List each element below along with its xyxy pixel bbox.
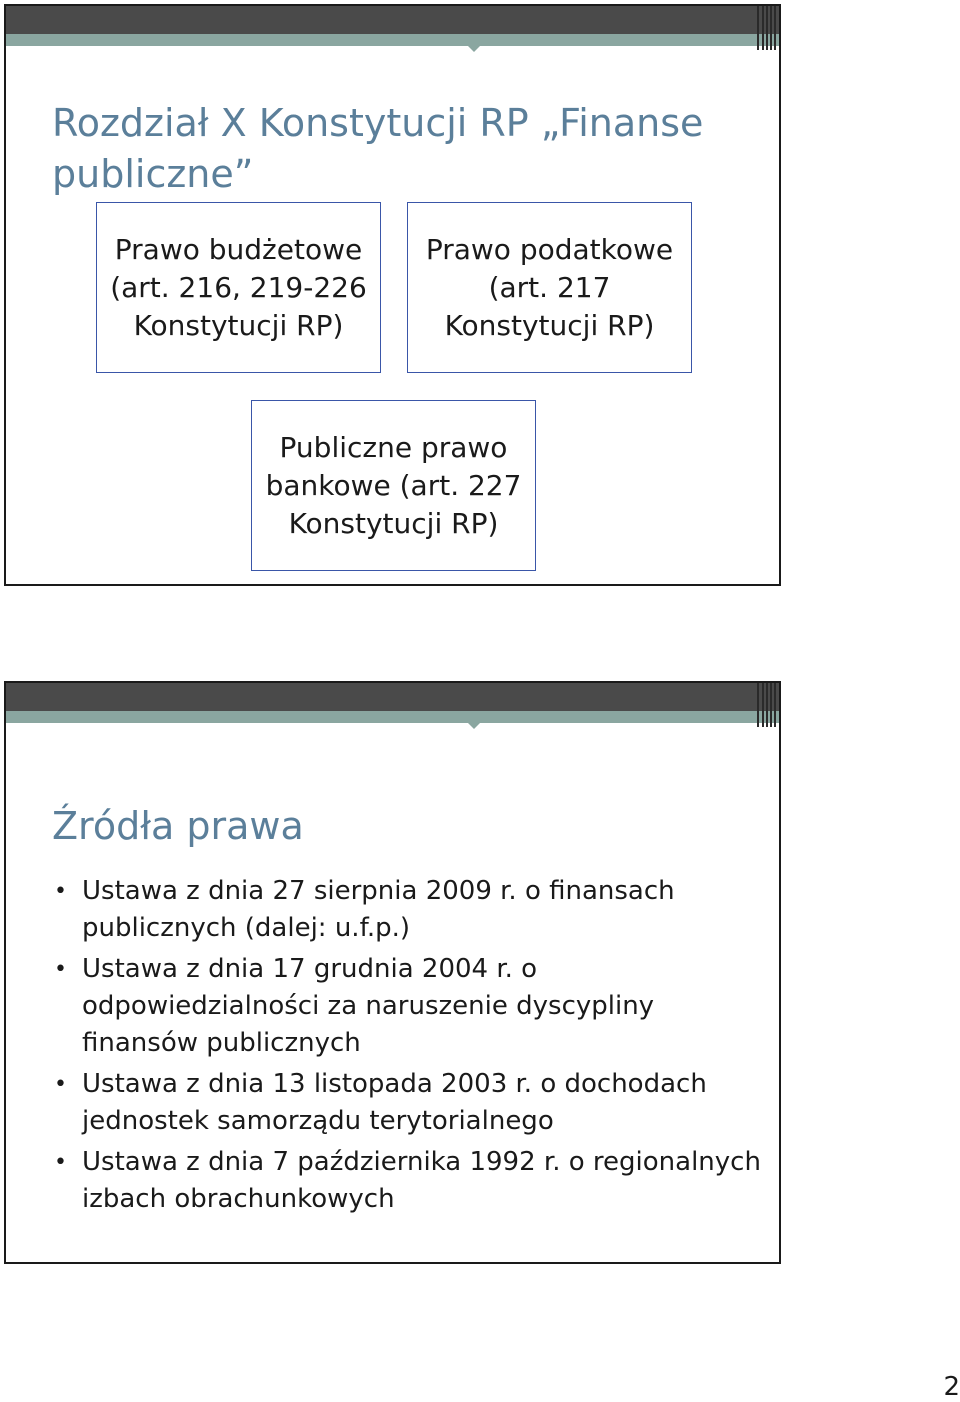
list-item: • Ustawa z dnia 27 sierpnia 2009 r. o finansach publicznych (dalej: u.f.p.) [52, 873, 772, 947]
header-stripes-decoration [755, 683, 779, 727]
bullet-icon: • [54, 1150, 67, 1175]
slide-2 [4, 681, 781, 1264]
sources-list [52, 873, 772, 1222]
bullet-icon: • [54, 957, 67, 982]
public-banking-law-box: Publiczne prawo bankowe (art. 227 Konstytucji RP) [251, 400, 536, 571]
slide-title: Źródła prawa [52, 804, 304, 848]
list-item: • Ustawa z dnia 17 grudnia 2004 r. o odpowiedzialności za naruszenie dyscypliny finansów publicznych [52, 951, 772, 1062]
slide-1 [4, 4, 781, 586]
list-item: • Ustawa z dnia 13 listopada 2003 r. o dochodach jednostek samorządu terytorialnego [52, 1066, 772, 1140]
bullet-icon: • [54, 879, 67, 904]
slide-title: Rozdział X Konstytucji RP „Finanse publiczne” [52, 101, 704, 196]
bullet-icon: • [54, 1072, 67, 1097]
page-number: 2 [943, 1372, 960, 1402]
header-stripes-decoration [755, 6, 779, 50]
budget-law-box: Prawo budżetowe (art. 216, 219-226 Konstytucji RP) [96, 202, 381, 373]
tax-law-box: Prawo podatkowe (art. 217 Konstytucji RP) [407, 202, 692, 373]
list-item: • Ustawa z dnia 7 października 1992 r. o regionalnych izbach obrachunkowych [52, 1144, 772, 1218]
slide-header-bar [6, 6, 779, 50]
slide-header-bar [6, 683, 779, 727]
